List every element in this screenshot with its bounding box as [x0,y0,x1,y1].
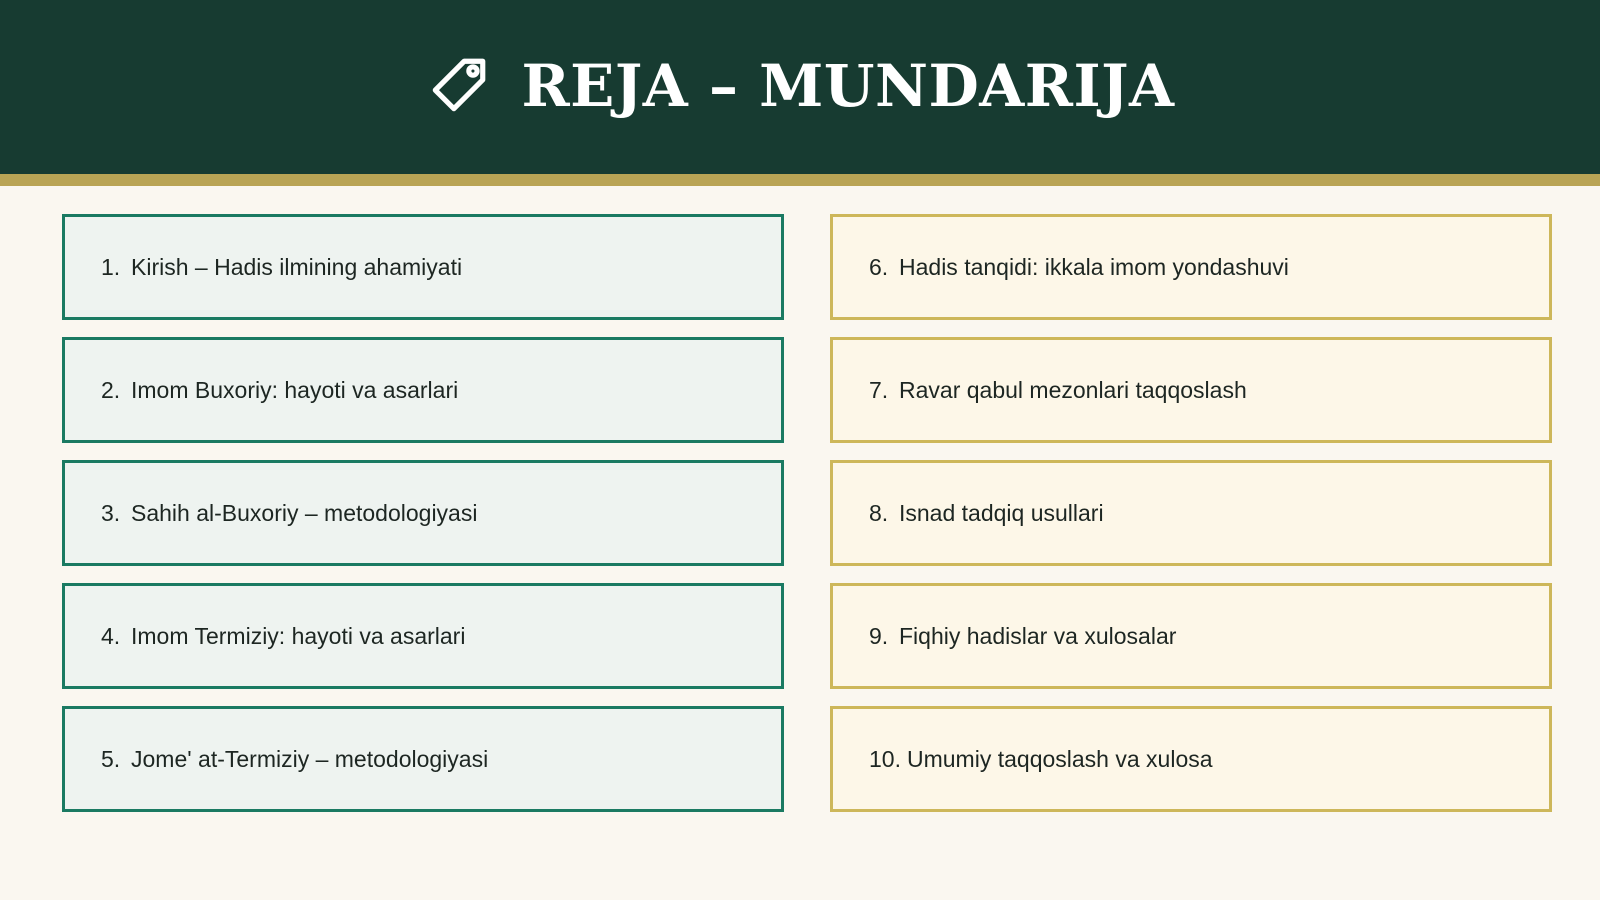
agenda-item-label: Sahih al-Buxoriy – metodologiyasi [131,499,478,526]
agenda-item-number: 4. [101,622,121,649]
agenda-item-number: 8. [869,499,889,526]
agenda-item-label: Kirish – Hadis ilmining ahamiyati [131,253,463,280]
agenda-item-3 [62,460,784,566]
agenda-item-1 [62,214,784,320]
agenda-item-number: 9. [869,622,889,649]
agenda-item-label: Hadis tanqidi: ikkala imom yondashuvi [899,253,1289,280]
tag-icon [425,53,491,119]
agenda-item-label: Umumiy taqqoslash va xulosa [907,745,1213,772]
agenda-column-right [830,214,1552,829]
agenda-item-9 [830,583,1552,689]
agenda-item-label: Imom Termiziy: hayoti va asarlari [131,622,466,649]
agenda-item-8 [830,460,1552,566]
agenda-item-6 [830,214,1552,320]
agenda-item-5 [62,706,784,812]
agenda-item-number: 1. [101,253,121,280]
agenda-item-label: Ravar qabul mezonlari taqqoslash [899,376,1247,403]
agenda-item-number: 2. [101,376,121,403]
agenda-item-number: 10. [869,745,901,772]
header-banner [0,0,1600,174]
title-group [425,52,1174,120]
agenda-item-2 [62,337,784,443]
agenda-item-10 [830,706,1552,812]
agenda-item-4 [62,583,784,689]
agenda-item-number: 7. [869,376,889,403]
agenda-item-label: Imom Buxoriy: hayoti va asarlari [131,376,459,403]
header-divider [0,174,1600,186]
agenda-item-number: 6. [869,253,889,280]
agenda-item-number: 5. [101,745,121,772]
agenda-item-label: Fiqhiy hadislar va xulosalar [899,622,1177,649]
agenda-column-left [62,214,784,829]
agenda-item-number: 3. [101,499,121,526]
agenda-item-label: Jome' at-Termiziy – metodologiyasi [131,745,489,772]
page-title: REJA – MUNDARIJA [521,52,1175,120]
agenda-item-7 [830,337,1552,443]
agenda-item-label: Isnad tadqiq usullari [899,499,1104,526]
